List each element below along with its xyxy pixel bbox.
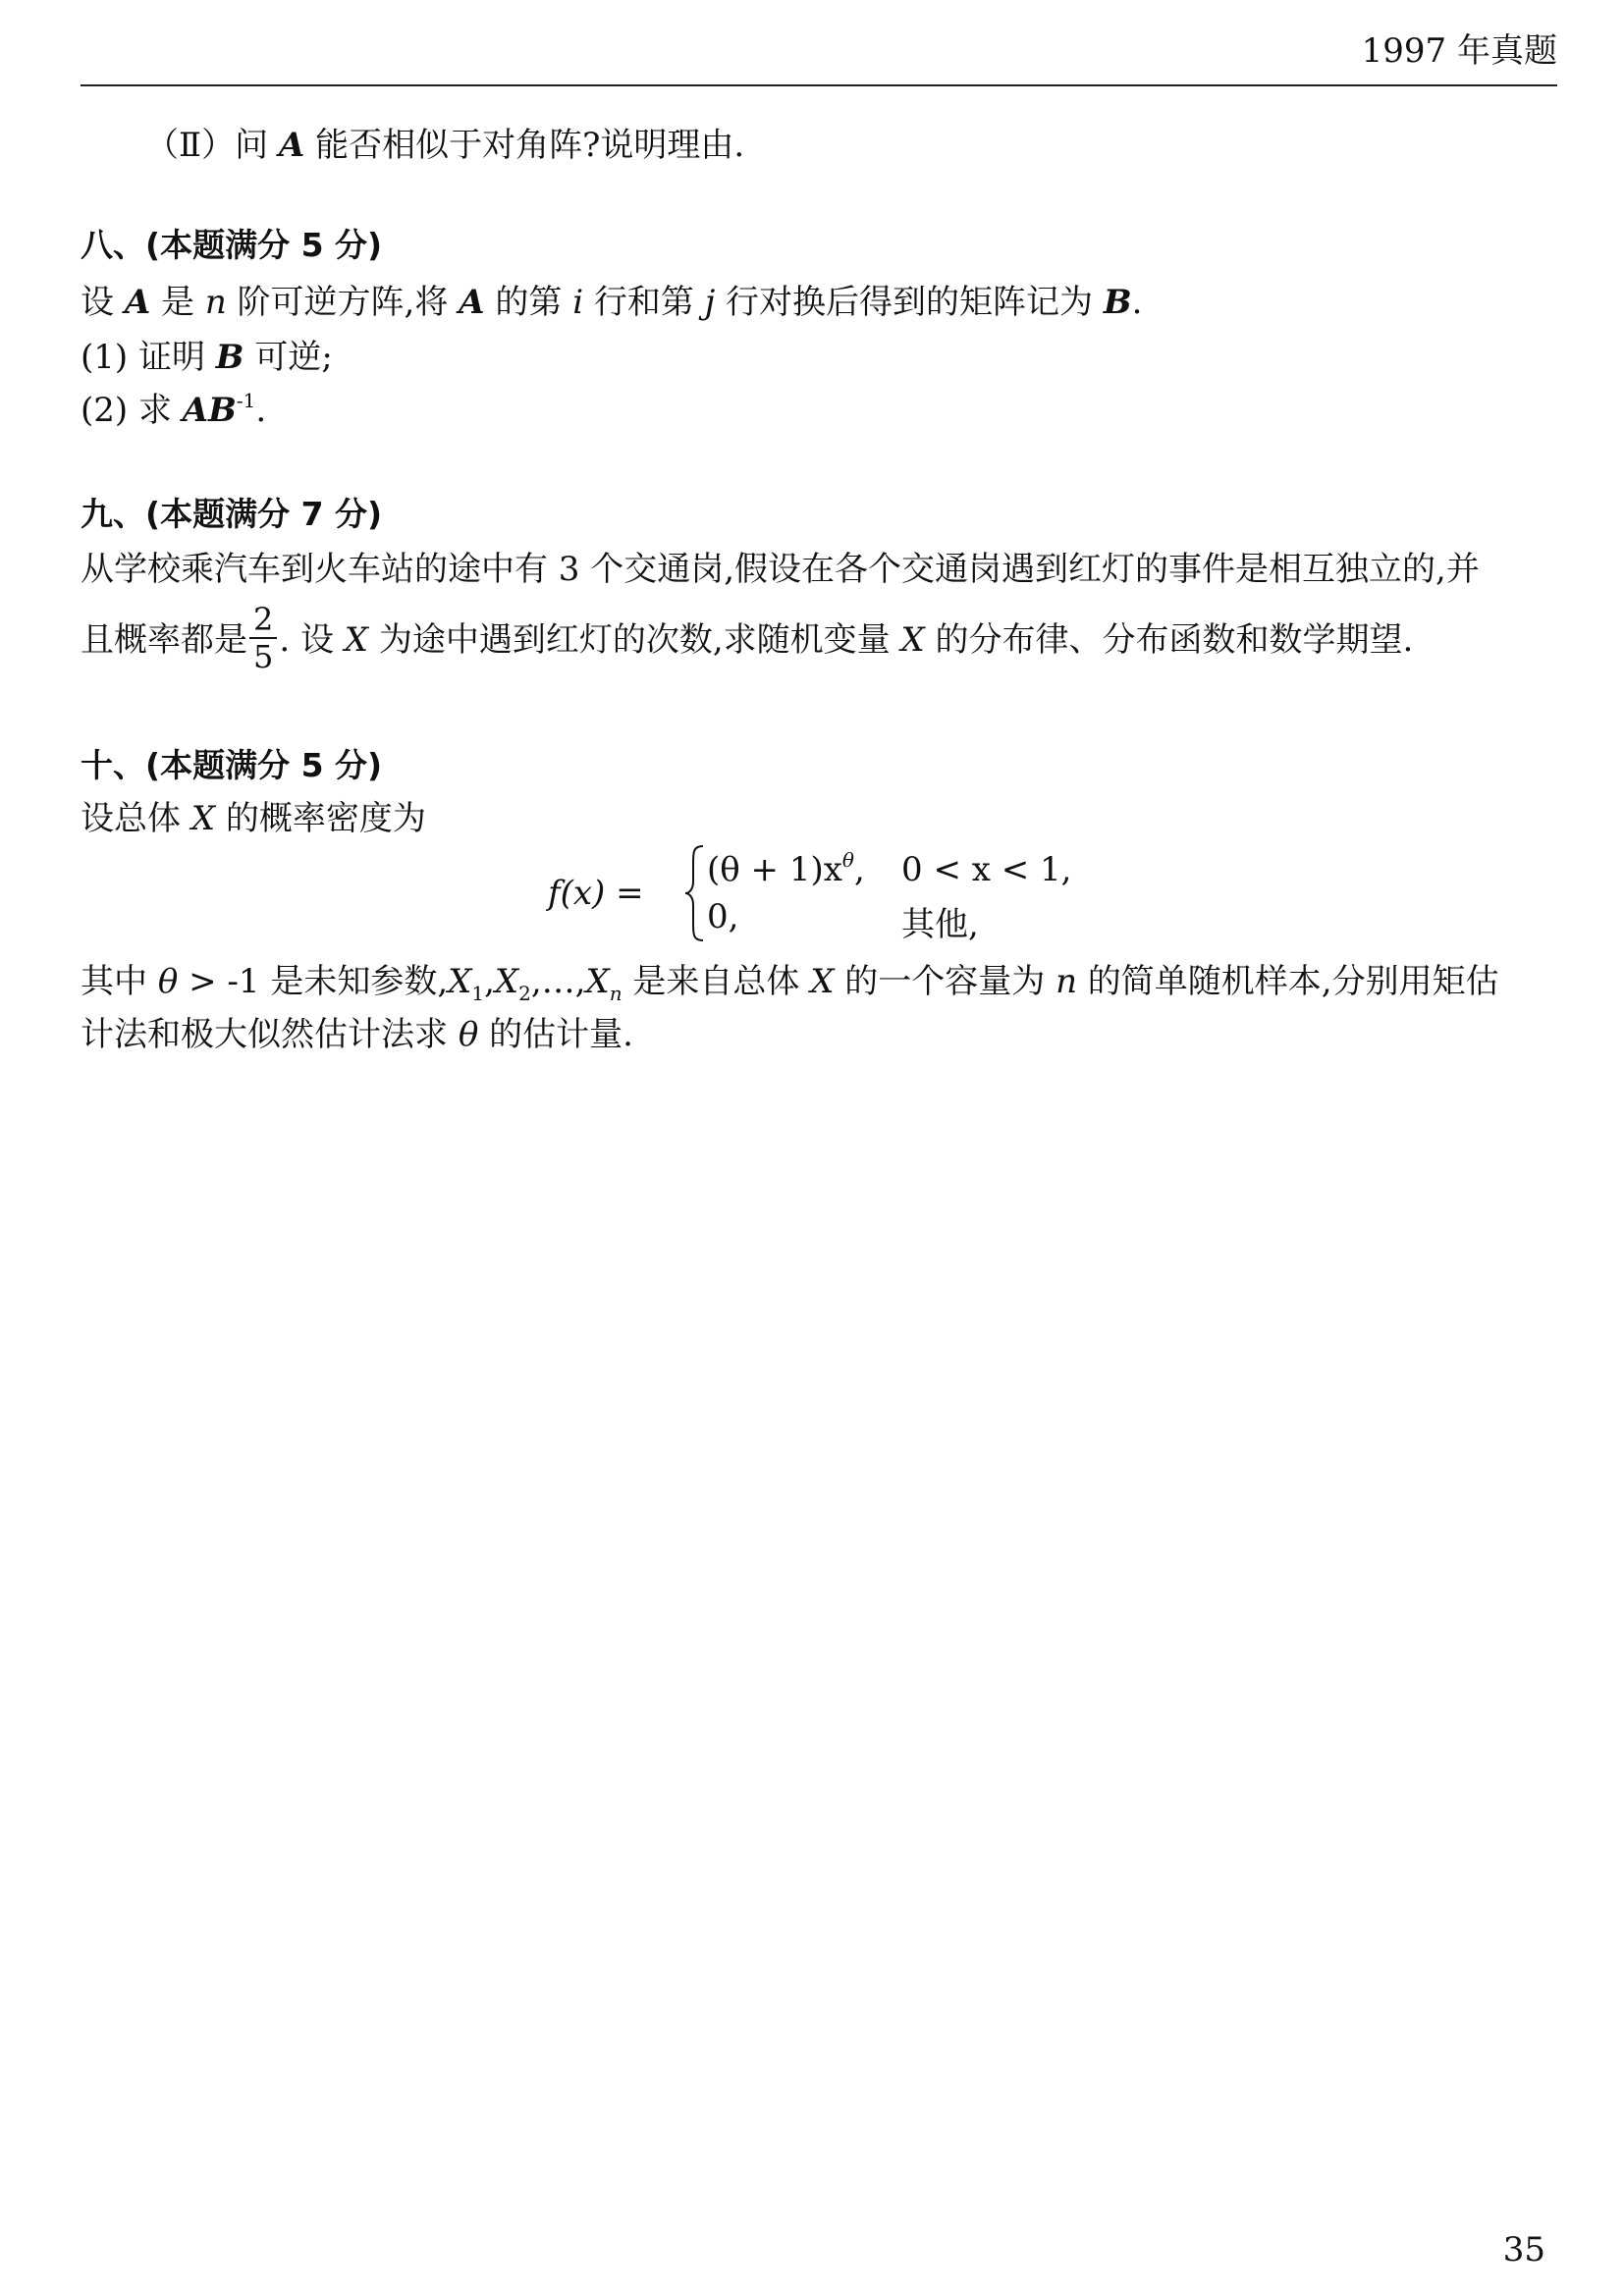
variable-symbol: X: [810, 962, 835, 1001]
q10-line-3: [81, 1011, 633, 1058]
q10-heading: 十、(本题满分 5 分): [81, 746, 383, 784]
formula-case-2: 0,: [707, 897, 739, 936]
matrix-symbol: B: [215, 338, 244, 377]
q8-part-2-text: .: [255, 391, 267, 430]
part-ii-question: [145, 122, 744, 169]
q10-text: > -1 是未知参数,: [178, 962, 449, 1001]
density-formula: [548, 842, 1098, 950]
variable-symbol: i: [572, 283, 584, 322]
variable-symbol: X: [448, 962, 472, 1001]
q10-text: ,: [484, 962, 495, 1001]
variable-symbol: n: [1056, 962, 1077, 1001]
case-1-comma: ,: [853, 850, 865, 889]
q8-part-2-text: (2) 求: [81, 391, 183, 430]
brace-symbol: [683, 842, 707, 944]
variable-symbol: X: [585, 962, 610, 1001]
formula-lhs: f(x) =: [548, 874, 644, 913]
q10-text: 其中: [81, 962, 158, 1001]
q10-text: ,…,: [530, 962, 586, 1001]
q9-text: . 设: [279, 620, 345, 660]
formula-case-1: [707, 850, 865, 889]
q10-text: 的概率密度为: [215, 799, 426, 838]
q10-text: 的估计量.: [478, 1015, 633, 1054]
q10-text: 是来自总体: [622, 962, 811, 1001]
q8-part-2: [81, 387, 266, 434]
q9-line-2: [81, 603, 1413, 678]
q10-line-1: [81, 795, 426, 842]
variable-symbol: X: [344, 620, 369, 660]
header-title: 1997 年真题: [1361, 31, 1557, 71]
formula-condition-1: 0 < x < 1,: [901, 850, 1072, 889]
part-ii-rest: 能否相似于对角阵?说明理由.: [304, 126, 745, 165]
parameter-symbol: θ: [157, 962, 179, 1001]
q8-stem-text: 是: [150, 283, 205, 322]
header-rule: [81, 84, 1557, 86]
q8-stem-text: 行对换后得到的矩阵记为: [715, 283, 1104, 322]
variable-symbol: X: [190, 799, 216, 838]
q10-text: 计法和极大似然估计法求: [81, 1015, 459, 1054]
variable-symbol: j: [704, 283, 716, 322]
q8-stem: [81, 279, 1142, 326]
matrix-symbol: A: [124, 283, 151, 322]
matrix-symbol: A: [459, 283, 485, 322]
formula-condition-2: 其他,: [901, 905, 979, 944]
q8-stem-text: 设: [81, 283, 125, 322]
q8-heading: 八、(本题满分 5 分): [81, 226, 383, 264]
q8-stem-text: 行和第: [583, 283, 705, 322]
q8-stem-text: 的第: [484, 283, 573, 322]
q9-text: 的分布律、分布函数和数学期望.: [924, 620, 1414, 660]
q9-text: 且概率都是: [81, 620, 247, 660]
fraction-denominator: 5: [253, 638, 274, 675]
matrix-symbol: AB: [182, 391, 237, 430]
subscript: 1: [471, 982, 485, 1005]
q8-part-1-text: 可逆;: [244, 338, 333, 377]
subscript: 2: [518, 982, 531, 1005]
case-1-exponent: θ: [841, 848, 854, 872]
fraction-numerator: 2: [249, 602, 277, 639]
variable-symbol: X: [900, 620, 925, 660]
q9-text: 为途中遇到红灯的次数,求随机变量: [368, 620, 901, 660]
q10-line-2: [81, 958, 1499, 1005]
probability-fraction: [249, 602, 277, 674]
q8-stem-text: 阶可逆方阵,将: [226, 283, 460, 322]
q10-text: 的简单随机样本,分别用矩估: [1076, 962, 1499, 1001]
matrix-symbol: B: [1103, 283, 1132, 322]
case-1-expression: (θ + 1)x: [707, 850, 842, 889]
matrix-symbol: A: [278, 126, 305, 165]
parameter-symbol: θ: [458, 1015, 479, 1054]
q9-line-1: 从学校乘汽车到火车站的途中有 3 个交通岗,假设在各个交通岗遇到红灯的事件是相互独立的,并: [81, 550, 1480, 589]
q8-part-1-text: (1) 证明: [81, 338, 216, 377]
variable-symbol: n: [204, 283, 227, 322]
part-ii-prefix: （Ⅱ）问: [145, 126, 279, 165]
inverse-exponent: -1: [236, 389, 256, 412]
q9-heading: 九、(本题满分 7 分): [81, 495, 383, 533]
q8-stem-text: .: [1131, 283, 1143, 322]
subscript: n: [609, 982, 623, 1005]
variable-symbol: X: [494, 962, 519, 1001]
page-number: 35: [1502, 2230, 1545, 2269]
q10-text: 设总体: [81, 799, 191, 838]
q10-text: 的一个容量为: [834, 962, 1056, 1001]
q8-part-1: [81, 334, 333, 381]
